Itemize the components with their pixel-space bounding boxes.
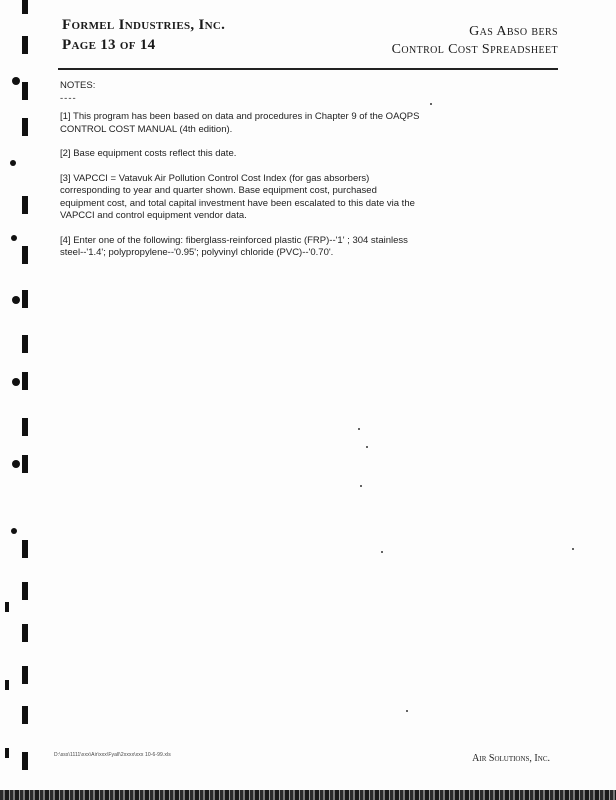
binder-mark (22, 82, 28, 100)
binder-mark (12, 77, 20, 85)
binder-mark (22, 36, 28, 54)
document-subtitle: Control Cost Spreadsheet (391, 42, 558, 57)
binder-mark (22, 196, 28, 214)
scan-speck (366, 446, 368, 448)
binder-mark (11, 235, 17, 241)
scan-speck (358, 428, 360, 430)
note-item: [1] This program has been based on data and procedures in Chapter 9 of the OAQPS CONTROL COST MANUAL (4th edition). (60, 111, 420, 135)
notes-section (60, 80, 420, 272)
binder-mark (5, 602, 9, 612)
note-item: [2] Base equipment costs reflect this date. (60, 148, 237, 159)
header-left (62, 15, 225, 55)
binder-mark (22, 582, 28, 600)
notes-separator: ---- (60, 92, 77, 104)
scan-speck (381, 551, 383, 553)
binder-mark (22, 118, 28, 136)
file-path: D:\sss\1111\xxx\Air\xxx\Fyall\2xxxx\xxx 10-6-99.xls (54, 752, 171, 758)
binder-mark (22, 246, 28, 264)
binder-mark (12, 460, 20, 468)
binder-mark (22, 418, 28, 436)
binder-mark (22, 624, 28, 642)
binder-mark (22, 752, 28, 770)
note-item: [3] VAPCCI = Vatavuk Air Pollution Control Cost Index (for gas absorbers) corresponding to year and quarter shown. Base equipment cost, purchased equipment cost, and total capital investment have been escalated to this date via the VAPCCI and control equipment vendor data. (60, 172, 415, 221)
scan-speck (360, 485, 362, 487)
binder-mark (5, 680, 9, 690)
scan-edge-strip (0, 790, 616, 800)
scan-speck (430, 103, 432, 105)
binder-mark (5, 748, 9, 758)
header-right (392, 23, 558, 59)
footer-brand: Air Solutions, Inc. (472, 753, 550, 764)
page-number: Page 13 of 14 (62, 37, 156, 53)
binder-mark (22, 372, 28, 390)
header-divider (58, 68, 558, 70)
binder-mark (11, 528, 17, 534)
scan-speck (406, 710, 408, 712)
binder-mark (22, 335, 28, 353)
binder-mark (22, 706, 28, 724)
binder-mark (12, 296, 20, 304)
binder-mark (22, 0, 28, 14)
binder-mark (22, 455, 28, 473)
binder-mark (12, 378, 20, 386)
binder-mark (10, 160, 16, 166)
notes-title: NOTES: (60, 80, 96, 91)
scan-speck (572, 548, 574, 550)
document-title: Gas Abso bers (469, 24, 558, 39)
company-name: Formel Industries, Inc. (62, 17, 226, 33)
binder-mark (22, 666, 28, 684)
binder-mark (22, 290, 28, 308)
note-item: [4] Enter one of the following: fiberglass-reinforced plastic (FRP)--'1' ; 304 stainless steel--'1.4'; polypropylene--'0.95'; polyvinyl chloride (PVC)--'0.70'. (60, 234, 408, 258)
binder-mark (22, 540, 28, 558)
